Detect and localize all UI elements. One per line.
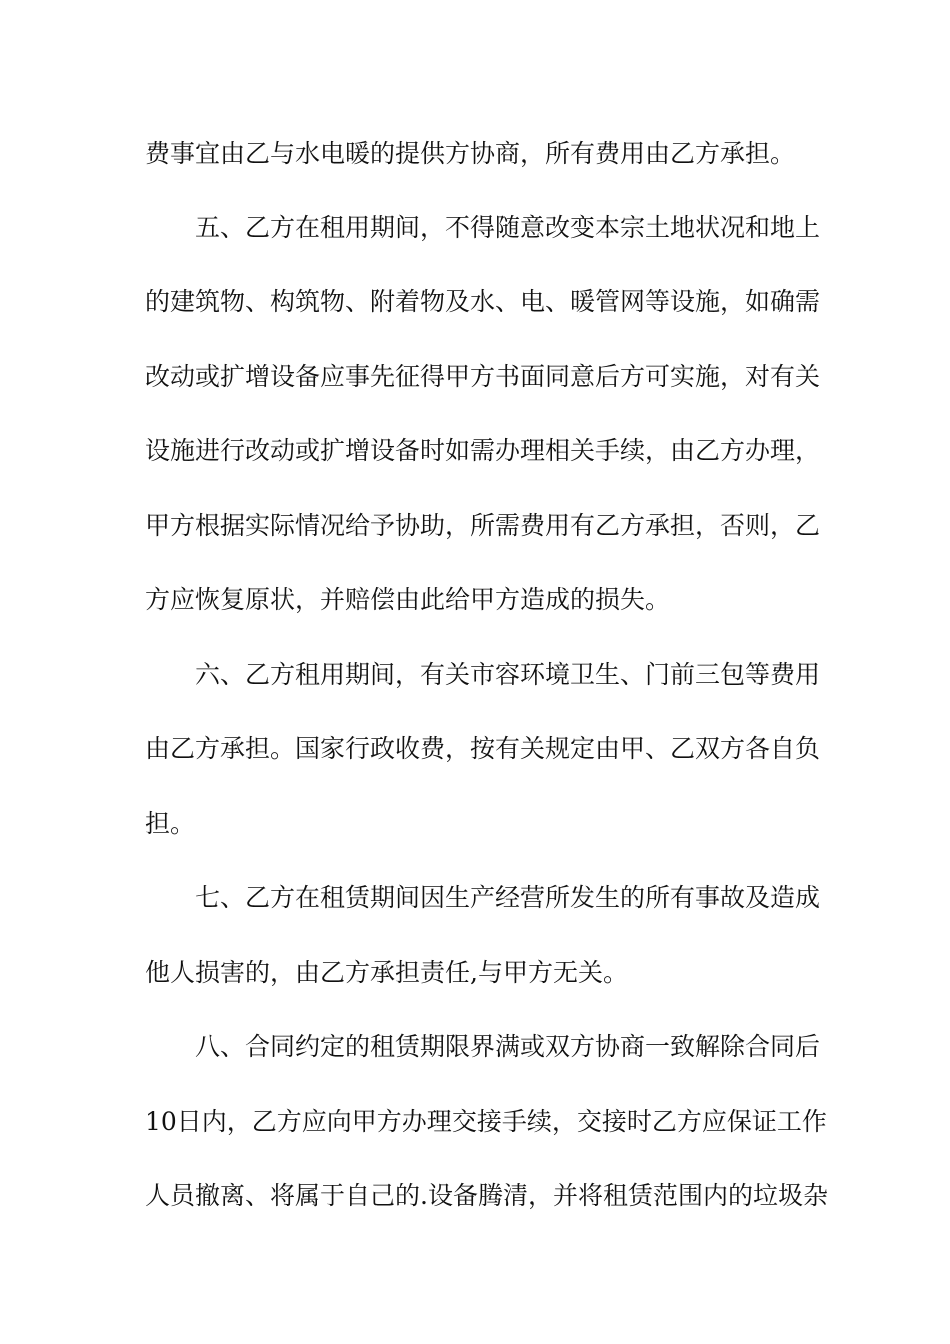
- paragraph-line-12: 他人损害的，由乙方承担责任,与甲方无关。: [145, 958, 628, 987]
- paragraph-line-14: 10日内，乙方应向甲方办理交接手续，交接时乙方应保证工作: [145, 1107, 827, 1136]
- paragraph-line-5: 设施进行改动或扩增设备时如需办理相关手续，由乙方办理，: [145, 436, 821, 465]
- paragraph-line-4: 改动或扩增设备应事先征得甲方书面同意后方可实施，对有关: [145, 362, 821, 391]
- paragraph-line-6: 甲方根据实际情况给予协助，所需费用有乙方承担，否则，乙: [145, 511, 821, 540]
- paragraph-line-15: 人员撤离、将属于自己的.设备腾清，并将租赁范围内的垃圾杂: [145, 1181, 828, 1210]
- paragraph-line-1: 费事宜由乙与水电暖的提供方协商，所有费用由乙方承担。: [145, 139, 796, 168]
- paragraph-line-3: 的建筑物、构筑物、附着物及水、电、暖管网等设施，如确需: [145, 287, 821, 316]
- paragraph-line-9: 由乙方承担。国家行政收费，按有关规定由甲、乙双方各自负: [145, 734, 821, 763]
- paragraph-line-10: 担。: [145, 809, 196, 838]
- paragraph-line-7: 方应恢复原状，并赔偿由此给甲方造成的损失。: [145, 585, 671, 614]
- paragraph-line-13: 八、合同约定的租赁期限界满或双方协商一致解除合同后: [195, 1032, 821, 1061]
- paragraph-line-2: 五、乙方在租用期间，不得随意改变本宗土地状况和地上: [195, 213, 821, 242]
- paragraph-line-8: 六、乙方租用期间，有关市容环境卫生、门前三包等费用: [195, 660, 821, 689]
- paragraph-line-11: 七、乙方在租赁期间因生产经营所发生的所有事故及造成: [195, 883, 821, 912]
